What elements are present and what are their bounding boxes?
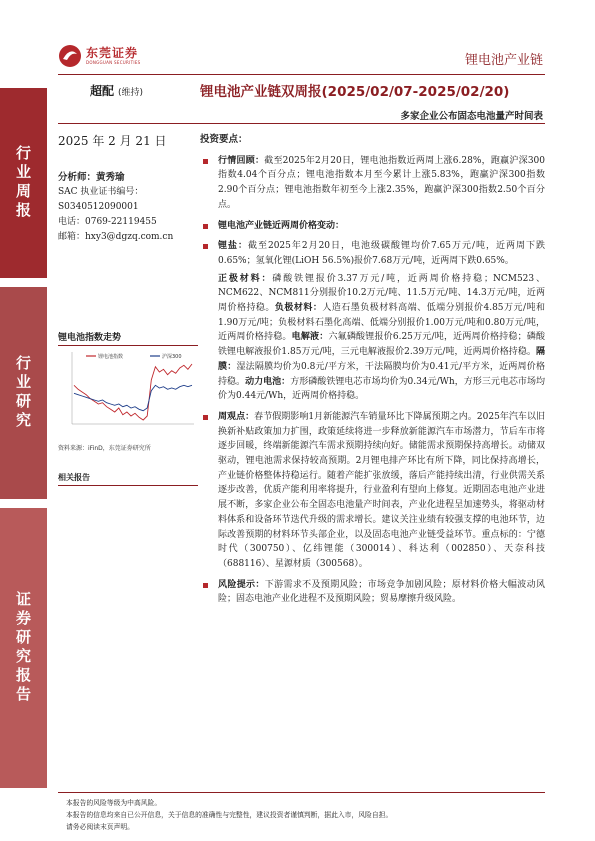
cathode-label: 正极材料： bbox=[218, 273, 273, 284]
electrolyte-label: 电解液： bbox=[291, 332, 329, 343]
lithium-salt-label: 锂盐： bbox=[218, 241, 248, 252]
separator-text: 湿法隔膜均价为0.8元/平方米，干法隔膜均价为0.41元/平方米，近两周价格持稳。 bbox=[218, 361, 545, 387]
report-date: 2025 年 2 月 21 日 bbox=[58, 134, 167, 148]
legend-label-a: 锂电池指数 bbox=[98, 354, 124, 360]
related-reports-heading: 相关报告 bbox=[58, 473, 90, 482]
rating-note: (维持) bbox=[118, 88, 144, 98]
logo-text: 东莞证券 bbox=[86, 46, 139, 60]
bullet-icon bbox=[203, 244, 208, 249]
chart-background bbox=[58, 348, 198, 436]
sac-label: SAC 执业证书编号： bbox=[58, 187, 144, 197]
rating bbox=[90, 82, 143, 99]
analyst-email[interactable]: 邮箱：hxy3@dgzq.com.cn bbox=[58, 232, 174, 242]
header-category: 锂电池产业链 bbox=[464, 53, 543, 68]
related-divider bbox=[58, 485, 198, 486]
band-report-type: 行业周报 bbox=[0, 88, 47, 278]
market-review-text: 截至2025年2月20日，锂电池指数近两周上涨6.28%，跑赢沪深300指数4.04个百分点；锂电池指数本月至今累计上涨5.83%，跑赢沪深300指数2.90个百分点；锂电池指数年初至今上涨2.35%，跑赢沪深300指数2.50个百分点。 bbox=[218, 155, 545, 210]
company-logo bbox=[58, 44, 140, 68]
risk-label: 风险提示： bbox=[218, 579, 265, 590]
footer-risk-level: 本报告的风险等级为中高风险。 bbox=[66, 799, 162, 807]
bullet-icon bbox=[203, 583, 208, 588]
price-change-label: 锂电池产业链近两周价格变动： bbox=[218, 220, 345, 231]
weekly-view-text: 春节假期影响1月新能源汽车销量环比下降属预期之内。2025年汽车以旧换新补贴政策加力扩围，政策延续将进一步释放新能源汽车市场潜力，节后车市将逐步回暖，终端新能源汽车需求预期持续向好。储能需求预期保持高增长。动储双驱动，锂电池需求保持较高预期。2月锂电排产环比有所下降，同比保持高增长，产业链价格整体持稳运行。随着产能扩张放缓，落后产能持续出清，行业供需关系逐步改善，优质产能利用率将提升，行业盈利有望向上修复。近期固态电池产业进展不断，多家企业公布全固态电池量产时间表，产业化进程呈加速势头，将驱动材料体系和设备环节迭代升级的需求增长。建议关注业绩有较强支撑的电池环节，边际改善预期的材料环节头部企业，以及固态电池产业链受益环节。重点标的：宁德时代（300750）、亿纬锂能（300014）、科达利（002850）、天奈科技（688116）、星源材质（300568）。 bbox=[218, 411, 545, 569]
title-divider bbox=[58, 123, 545, 124]
anode-label: 负极材料： bbox=[274, 303, 323, 314]
main-content bbox=[200, 133, 545, 613]
price-change-heading bbox=[200, 219, 545, 234]
risk-text: 下游需求不及预期风险；市场竞争加剧风险；原材料价格大幅波动风险；固态电池产业化进程不及预期风险；贸易摩擦升级风险。 bbox=[218, 579, 545, 605]
analyst-name: 分析师：黄秀瑜 bbox=[58, 172, 125, 183]
band-securities-research: 证券研究报告 bbox=[0, 508, 47, 788]
market-review-label: 行情回顾： bbox=[218, 155, 265, 166]
risk-warning bbox=[200, 578, 545, 607]
analyst-phone: 电话：0769-22119455 bbox=[58, 217, 157, 227]
report-subtitle: 多家企业公布固态电池量产时间表 bbox=[400, 111, 543, 122]
bullet-icon bbox=[203, 224, 208, 229]
header-divider bbox=[58, 74, 545, 75]
cathode-text: 磷酸铁锂报价3.37万元/吨，近两周价格持稳；NCM523、NCM622、NCM811分别报价10.2万元/吨、11.5万元/吨、14.3万元/吨，近两周价格持稳。 bbox=[218, 273, 545, 314]
chart-divider bbox=[58, 345, 198, 346]
power-battery-text: 方形磷酸铁锂电芯市场均价为0.34元/Wh，方形三元电芯市场均价为0.44元/Wh，近两周价格持稳。 bbox=[218, 376, 545, 402]
bullet-icon bbox=[203, 159, 208, 164]
footer-divider bbox=[58, 792, 545, 793]
band-research-type: 行业研究 bbox=[0, 287, 47, 499]
index-trend-chart bbox=[58, 348, 198, 436]
report-title: 锂电池产业链双周报(2025/02/07-2025/02/20) bbox=[200, 84, 510, 100]
anode-text: 人造石墨负极材料高端、低端分别报价4.85万元/吨和1.90万元/吨；负极材料石墨化高端、低端分别报价1.00万元/吨和0.80万元/吨，近两周价格持稳。 bbox=[218, 303, 545, 343]
rating-value: 超配 bbox=[90, 84, 115, 98]
lithium-salt-text: 截至2025年2月20日，电池级碳酸锂均价7.65万元/吨，近两周下跌0.65%；氢氧化锂(LiOH 56.5%)报价7.68万元/吨，近两周下跌0.65%。 bbox=[218, 241, 545, 266]
sac-number: S0340512090001 bbox=[58, 202, 139, 212]
chart-source: 资料来源：iFinD，东莞证券研究所 bbox=[58, 445, 151, 452]
weekly-view bbox=[200, 410, 545, 572]
chart-title: 锂电池指数走势 bbox=[58, 333, 122, 343]
power-battery-label: 动力电池： bbox=[245, 376, 291, 387]
footer-read-notice: 请务必阅读末页声明。 bbox=[66, 823, 134, 831]
electrolyte-text: 六氟磷酸锂报价6.25万元/吨，近两周价格持稳；磷酸铁锂电解液报价1.85万元/吨，三元电解液报价2.39万元/吨，近两周价格持稳。 bbox=[218, 332, 545, 358]
legend-label-b: 沪深300 bbox=[162, 354, 182, 360]
price-details bbox=[200, 239, 545, 404]
market-review bbox=[200, 154, 545, 213]
analyst-info bbox=[58, 170, 198, 245]
weekly-view-label: 周观点： bbox=[218, 411, 255, 422]
footer-disclaimer bbox=[66, 797, 392, 833]
logo-mark-icon bbox=[58, 44, 82, 68]
bullet-icon bbox=[203, 415, 208, 420]
key-points-heading: 投资要点： bbox=[200, 134, 248, 145]
footer-source-note: 本报告的信息均来自已公开信息，关于信息的准确性与完整性，建议投资者谨慎判断，据此入市，风险自担。 bbox=[66, 811, 393, 819]
logo-subtext: DONGGUAN SECURITIES bbox=[86, 60, 141, 65]
separator-label: 隔膜： bbox=[218, 347, 545, 372]
